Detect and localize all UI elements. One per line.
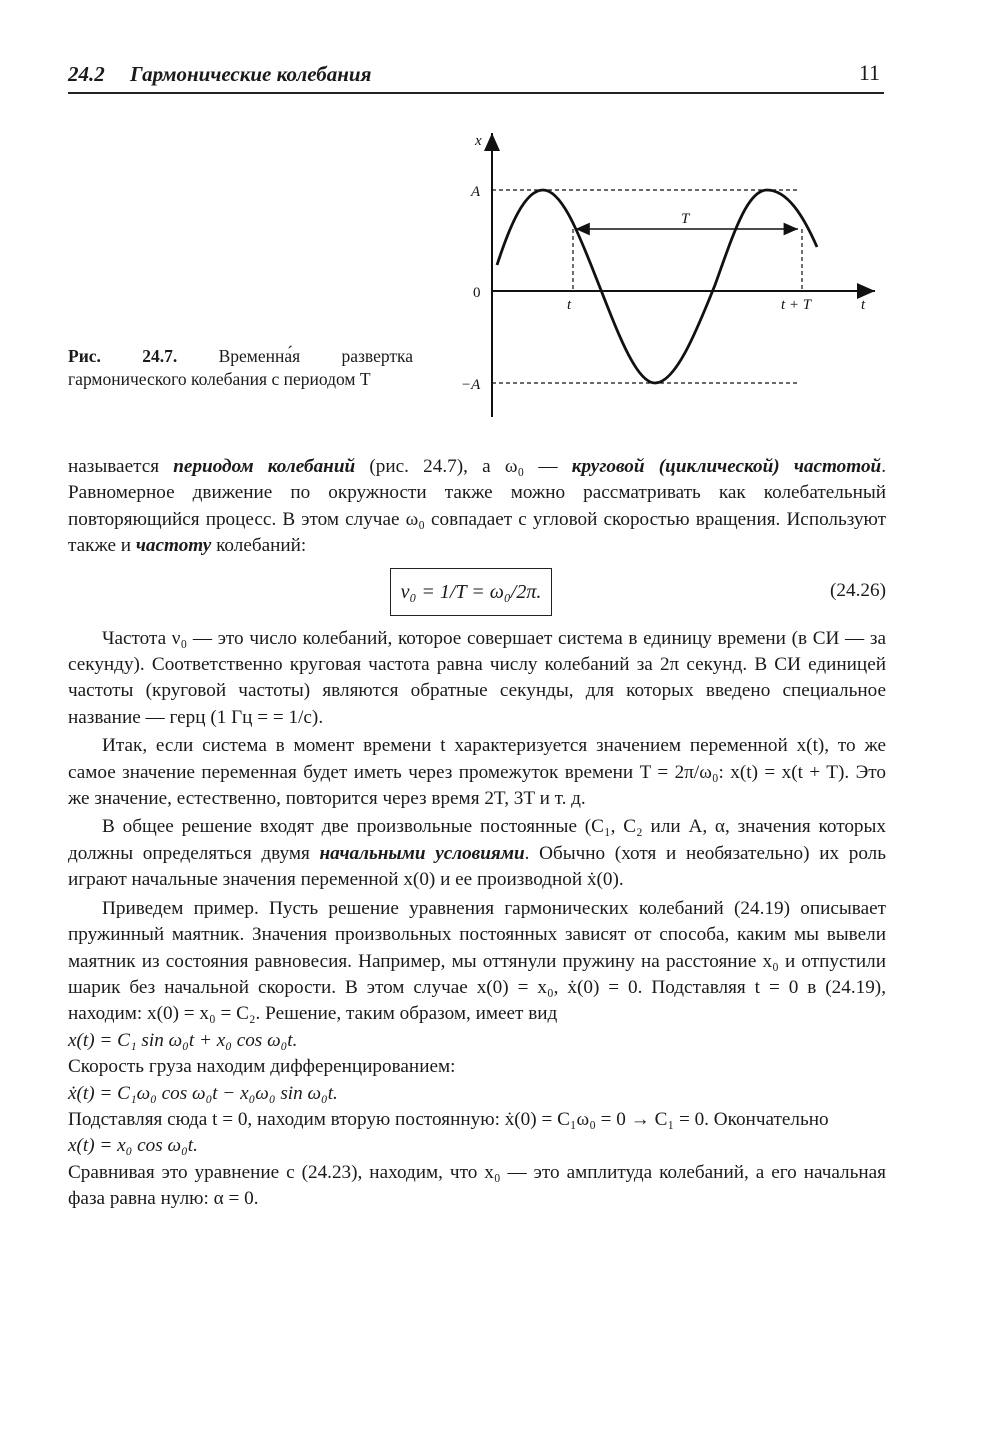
equation-final: x(t) = x₀ cos ω₀t. — [68, 1135, 198, 1157]
sine-curve — [497, 190, 817, 383]
section-number: 24.2 — [68, 62, 105, 86]
term-period: периодом колебаний — [173, 456, 356, 477]
paragraph-2: Частота ν₀ — это число колебаний, которое совершает система в единицу времени (в СИ — за секунду). Соответственно круговая частота равна числу колебаний за 2π секунд. В СИ единицей частоты (круговой частоты) являются обратные секунды, для которых введено специальное название — герц (1 Гц = = 1/с). — [68, 627, 886, 728]
paragraph-3: Итак, если система в момент времени t характеризуется значением переменной x(t), то же самое значение переменная будет иметь через промежуток времени T = 2π/ω₀: x(t) = x(t + T). Это же значение, естественно, повторится через время 2T, 3T и т. д. — [68, 735, 886, 810]
paragraph-6: Скорость груза находим дифференцированием: — [68, 1056, 456, 1078]
page-header — [68, 58, 884, 94]
equation-velocity: ẋ(t) = C₁ω₀ cos ω₀t − x₀ω₀ sin ω₀t. — [68, 1082, 338, 1104]
t-label: t — [567, 297, 572, 313]
text-run: . Обычно (хотя и необязательно) их роль играют начальные значения переменной x(0) и ее производной ẋ(0). — [68, 842, 887, 891]
equation-number: (24.26) — [830, 579, 886, 601]
paragraph-8: Сравнивая это уравнение с (24.23), находим, что x₀ — это амплитуда колебаний, а его начальная фаза равна нулю: α = 0. — [68, 1161, 886, 1210]
figure-sine-wave — [455, 125, 885, 425]
paragraph-1 — [68, 454, 886, 560]
section-title: Гармонические колебания — [130, 62, 372, 86]
equation-solution: x(t) = C₁ sin ω₀t + x₀ cos ω₀t. — [68, 1029, 298, 1051]
text-run: колебаний: — [216, 535, 307, 557]
body-text — [68, 454, 886, 1213]
t-axis-label: t — [861, 297, 866, 313]
minus-A-label: −A — [461, 377, 481, 393]
equation-24-26 — [68, 560, 886, 624]
text-run: называется — [68, 456, 160, 477]
t-plus-T-label: t + T — [781, 297, 812, 313]
period-label: T — [681, 211, 690, 227]
term-frequency: частоту — [135, 535, 212, 557]
boxed-equation: ν₀ = 1/T = ω₀/2π. — [390, 568, 552, 616]
sine-plot — [455, 125, 885, 425]
term-initial-conditions: начальными условиями — [319, 842, 525, 864]
text-run: (рис. 24.7), а ω₀ — — [369, 456, 558, 477]
zero-label: 0 — [473, 285, 481, 301]
paragraph-7: Подставляя сюда t = 0, находим вторую постоянную: ẋ(0) = C₁ω₀ = 0 → C₁ = 0. Окончательно — [68, 1108, 829, 1130]
text-run: . Равномерное движение по окружности также можно рассматривать как колебательный повторяющийся процесс. В этом случае ω₀ совпадает с угловой скоростью вращения. Используют также и — [68, 456, 887, 557]
caption-text: Временна́я развертка гармонического колебания с периодом T — [68, 346, 414, 389]
paragraph-4 — [68, 814, 886, 893]
caption-number: Рис. 24.7. — [68, 346, 178, 366]
term-circular-frequency: круговой (циклической) частотой — [571, 456, 882, 477]
figure-caption — [68, 345, 413, 391]
A-label: A — [471, 184, 481, 200]
text-run: В общее решение входят две произвольные постоянные (C₁, C₂ или A, α, значения которых должны определяться двумя — [68, 816, 886, 864]
paragraph-5: Приведем пример. Пусть решение уравнения гармонических колебаний (24.19) описывает пружинный маятник. Значения произвольных постоянных зависят от способа, каким мы вывели маятник из состояния равновесия. Например, мы оттянули пружину на расстояние x₀ и отпустили шарик без начальной скорости. В этом случае x(0) = x₀, ẋ(0) = 0. Подставляя t = 0 в (24.19), находим: x(0) = x₀ = C₂. Решение, таким образом, имеет вид — [68, 897, 886, 1025]
x-axis-label: x — [475, 133, 482, 149]
page-number: 11 — [858, 60, 880, 85]
